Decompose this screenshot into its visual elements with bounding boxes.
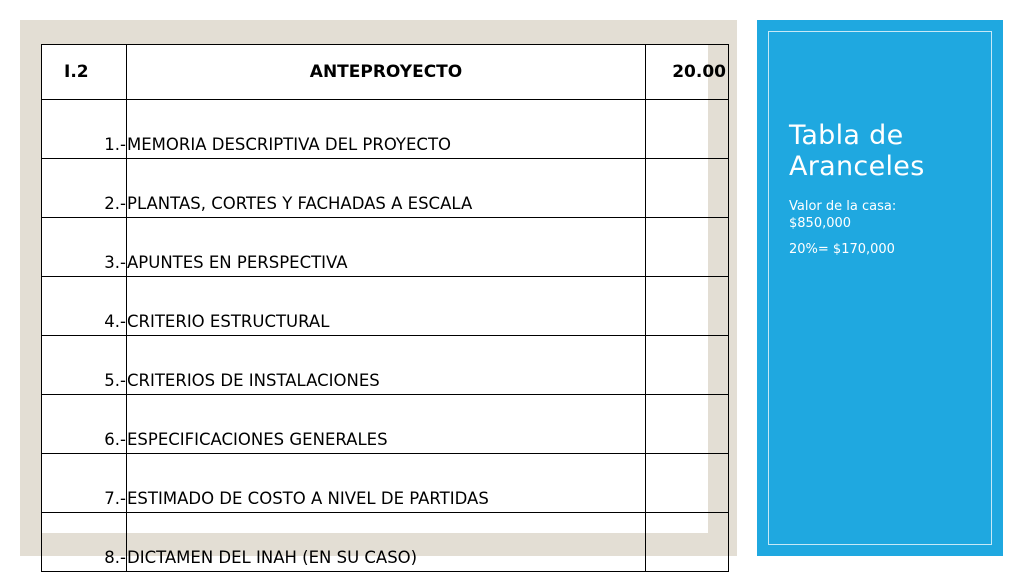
header-section-number: I.2 (42, 45, 127, 100)
row-description: ESTIMADO DE COSTO A NIVEL DE PARTIDAS (127, 454, 646, 513)
slide-title-line-2: Aranceles (789, 151, 925, 182)
row-value (646, 218, 729, 277)
table-header-row (42, 45, 729, 100)
table-row (42, 395, 729, 454)
row-number: 8.- (42, 513, 127, 572)
row-description: PLANTAS, CORTES Y FACHADAS A ESCALA (127, 159, 646, 218)
percent-paragraph (789, 241, 989, 258)
row-number: 3.- (42, 218, 127, 277)
spreadsheet-image (41, 44, 726, 567)
table-image-frame (20, 20, 737, 567)
row-number: 7.- (42, 454, 127, 513)
row-description: APUNTES EN PERSPECTIVA (127, 218, 646, 277)
row-value (646, 454, 729, 513)
table-row (42, 100, 729, 159)
row-number: 1.- (42, 100, 127, 159)
table-row (42, 336, 729, 395)
house-value-label: Valor de la casa: (789, 199, 897, 214)
row-description: ESPECIFICACIONES GENERALES (127, 395, 646, 454)
row-number: 2.- (42, 159, 127, 218)
row-value (646, 395, 729, 454)
title-panel (757, 20, 1003, 556)
row-value (646, 277, 729, 336)
row-description: MEMORIA DESCRIPTIVA DEL PROYECTO (127, 100, 646, 159)
house-value-amount: $850,000 (789, 216, 852, 231)
table-row (42, 277, 729, 336)
row-value (646, 513, 729, 572)
house-value-paragraph (789, 198, 989, 232)
table-row (42, 159, 729, 218)
row-number: 4.- (42, 277, 127, 336)
slide-title (789, 120, 989, 182)
slide-title-line-1: Tabla de (789, 120, 904, 151)
row-description: CRITERIO ESTRUCTURAL (127, 277, 646, 336)
row-description: CRITERIOS DE INSTALACIONES (127, 336, 646, 395)
aranceles-table (41, 44, 729, 572)
table-row (42, 218, 729, 277)
panel-border (768, 31, 992, 545)
row-description: DICTAMEN DEL INAH (EN SU CASO) (127, 513, 646, 572)
table-row (42, 513, 729, 572)
slide-body (789, 198, 989, 267)
header-section-value: 20.00 (646, 45, 729, 100)
percent-amount: 20%= $170,000 (789, 242, 895, 257)
row-value (646, 336, 729, 395)
row-value (646, 100, 729, 159)
header-section-title: ANTEPROYECTO (127, 45, 646, 100)
row-number: 5.- (42, 336, 127, 395)
table-row (42, 454, 729, 513)
row-number: 6.- (42, 395, 127, 454)
row-value (646, 159, 729, 218)
